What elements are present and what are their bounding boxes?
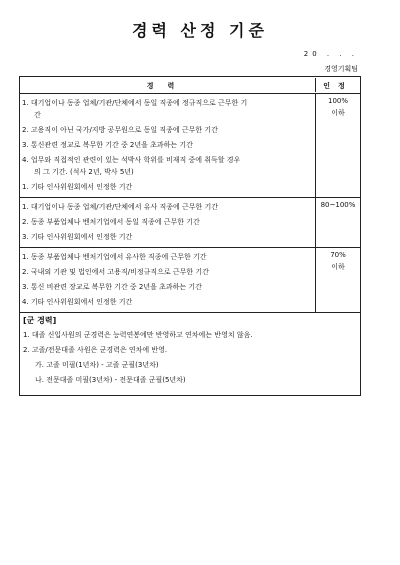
date-line: 20 . . . (303, 50, 358, 58)
military-section (20, 313, 360, 395)
military-subline: 나. 전문대졸 미필(3년차) - 전문대졸 군필(5년차) (35, 376, 186, 384)
rate-qualifier: 이하 (331, 263, 345, 271)
rate-value: 70% (330, 251, 346, 259)
rate-value: 100% (327, 97, 348, 105)
rate-cell (316, 198, 360, 247)
rate-cell (316, 94, 360, 197)
list-item: 4. 업무와 직접적인 관련이 있는 석박사 학위를 비재직 중에 취득할 경우 (22, 156, 241, 164)
list-item: 3. 통신관련 정교로 복무한 기간 중 2년을 초과하는 기간 (22, 141, 193, 149)
table-header-row (20, 77, 360, 94)
header-career: 경력 (20, 78, 316, 92)
department-label: 경영기획팀 (324, 65, 358, 73)
list-item-continuation: 의 그 기간. (석사 2년, 박사 5년) (34, 168, 134, 176)
group-row-3 (20, 248, 360, 313)
rate-value: 80~100% (320, 201, 356, 209)
list-item: 1. 대기업이나 동종 업체/기관/단체에서 유사 직종에 근무한 기간 (22, 203, 219, 211)
military-line: 2. 고졸/전문대졸 사원은 군경력은 연차에 반영. (23, 346, 168, 354)
list-item: 4. 기타 인사위원회에서 인정한 기간 (22, 298, 133, 306)
military-heading: [군 경력] (23, 316, 57, 325)
military-line: 1. 대졸 신입사원의 군경력은 능력연봉에만 반영하고 연차에는 반영치 않음. (23, 331, 253, 339)
header-rate: 인정 (323, 82, 353, 90)
group-row-2 (20, 198, 360, 248)
rate-qualifier: 이하 (331, 109, 345, 117)
career-criteria-table (19, 76, 361, 396)
group-row-1 (20, 94, 360, 198)
list-item: 3. 기타 인사위원회에서 인정한 기간 (22, 233, 133, 241)
list-item: 2. 동종 부품업체나 벤처기업에서 동일 직종에 근무한 기간 (22, 218, 200, 226)
list-item: 1. 기타 인사위원회에서 인정한 기간 (22, 183, 133, 191)
list-item: 2. 고용직이 아닌 국가/지방 공무원으로 동일 직종에 근무한 기간 (22, 126, 218, 134)
page-title: 경력 산정 기준 (132, 21, 268, 40)
list-item: 1. 대기업이나 동종 업체/기관/단체에서 동일 직종에 정규직으로 근무한 기 (22, 99, 248, 107)
list-item: 2. 국내외 기관 및 법인에서 고용직/비정규직으로 근무한 기간 (22, 268, 209, 276)
military-subline: 가. 고졸 미필(1년차) - 고졸 군필(3년차) (35, 361, 159, 369)
list-item: 3. 통신 비관련 장교로 복무한 기간 중 2년을 초과하는 기간 (22, 283, 202, 291)
list-item: 1. 동종 부품업체나 벤처기업에서 유사한 직종에 근무한 기간 (22, 253, 207, 261)
list-item-continuation: 간 (34, 111, 41, 119)
rate-cell (316, 248, 360, 312)
